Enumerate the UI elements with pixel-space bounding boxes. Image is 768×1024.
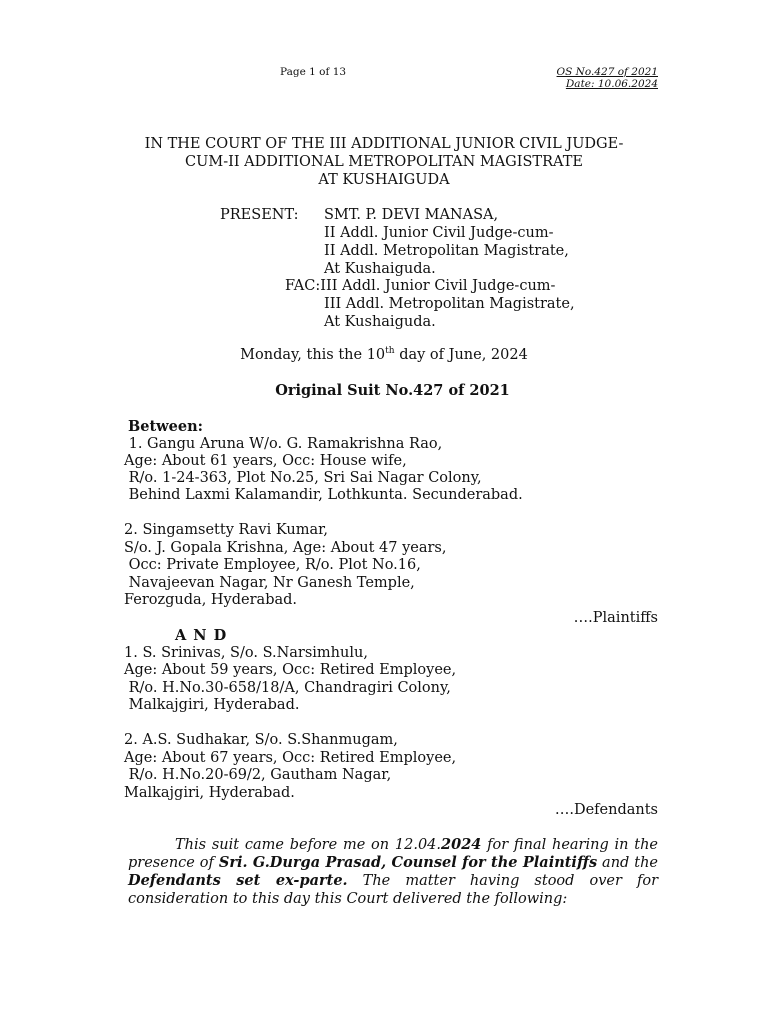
designation-line: At Kushaiguda.	[324, 261, 436, 277]
party-line: 2. Singamsetty Ravi Kumar,	[124, 522, 329, 538]
designation-line: III Addl. Metropolitan Magistrate,	[324, 296, 575, 312]
party-line: Occ: Private Employee, R/o. Plot No.16,	[124, 557, 421, 573]
party-line: R/o. H.No.30-658/18/A, Chandragiri Colony,	[124, 680, 451, 696]
court-title-line-3: AT KUSHAIGUDA	[318, 172, 450, 188]
party-line: R/o. H.No.20-69/2, Gautham Nagar,	[124, 767, 392, 783]
party-line: Behind Laxmi Kalamandir, Lothkunta. Secunderabad.	[124, 487, 523, 503]
party-line: Navajeevan Nagar, Nr Ganesh Temple,	[124, 575, 415, 591]
present-label: PRESENT:	[220, 207, 299, 223]
party-line: R/o. 1-24-363, Plot No.25, Sri Sai Nagar Colony,	[124, 470, 482, 486]
between-label: Between:	[128, 418, 204, 435]
plaintiffs-label: ….Plaintiffs	[573, 610, 658, 626]
party-line: Ferozguda, Hyderabad.	[124, 592, 298, 608]
party-line: 1. S. Srinivas, S/o. S.Narsimhulu,	[124, 645, 368, 661]
hearing-date-line: Monday, this the 10th day of June, 2024	[240, 346, 528, 363]
party-line: Age: About 67 years, Occ: Retired Employee,	[124, 750, 457, 766]
party-line: Age: About 59 years, Occ: Retired Employee,	[124, 662, 457, 678]
designation-line: At Kushaiguda.	[324, 314, 436, 330]
party-line: 2. A.S. Sudhakar, S/o. S.Shanmugam,	[124, 732, 398, 748]
defendants-label: ….Defendants	[554, 802, 658, 818]
party-line: S/o. J. Gopala Krishna, Age: About 47 years,	[124, 540, 447, 556]
party-line: Malkajgiri, Hyderabad.	[124, 697, 300, 713]
fac-line: FAC:III Addl. Junior Civil Judge-cum-	[285, 278, 556, 294]
hearing-paragraph: This suit came before me on 12.04.2024 for final hearing in the presence of Sri. G.Durga Prasad, Counsel for the Plaintiffs and the Defendants set ex-parte. The matter having stood over for consideration to this day this Court delivered the following:	[128, 836, 659, 907]
party-line: 1. Gangu Aruna W/o. G. Ramakrishna Rao,	[124, 436, 443, 452]
party-line: Malkajgiri, Hyderabad.	[124, 785, 295, 801]
designation-line: II Addl. Junior Civil Judge-cum-	[324, 225, 554, 241]
and-label: A N D	[175, 627, 228, 644]
page-number: Page 1 of 13	[280, 66, 347, 78]
case-number: OS No.427 of 2021	[556, 66, 658, 78]
court-title-line-2: CUM-II ADDITIONAL METROPOLITAN MAGISTRATE	[185, 154, 583, 170]
party-line: Age: About 61 years, Occ: House wife,	[124, 453, 407, 469]
designation-line: II Addl. Metropolitan Magistrate,	[324, 243, 569, 259]
judge-name: SMT. P. DEVI MANASA,	[324, 207, 499, 223]
suit-title: Original Suit No.427 of 2021	[275, 382, 510, 399]
court-title-line-1: IN THE COURT OF THE III ADDITIONAL JUNIOR CIVIL JUDGE-	[144, 136, 624, 152]
header-date: Date: 10.06.2024	[565, 78, 658, 90]
